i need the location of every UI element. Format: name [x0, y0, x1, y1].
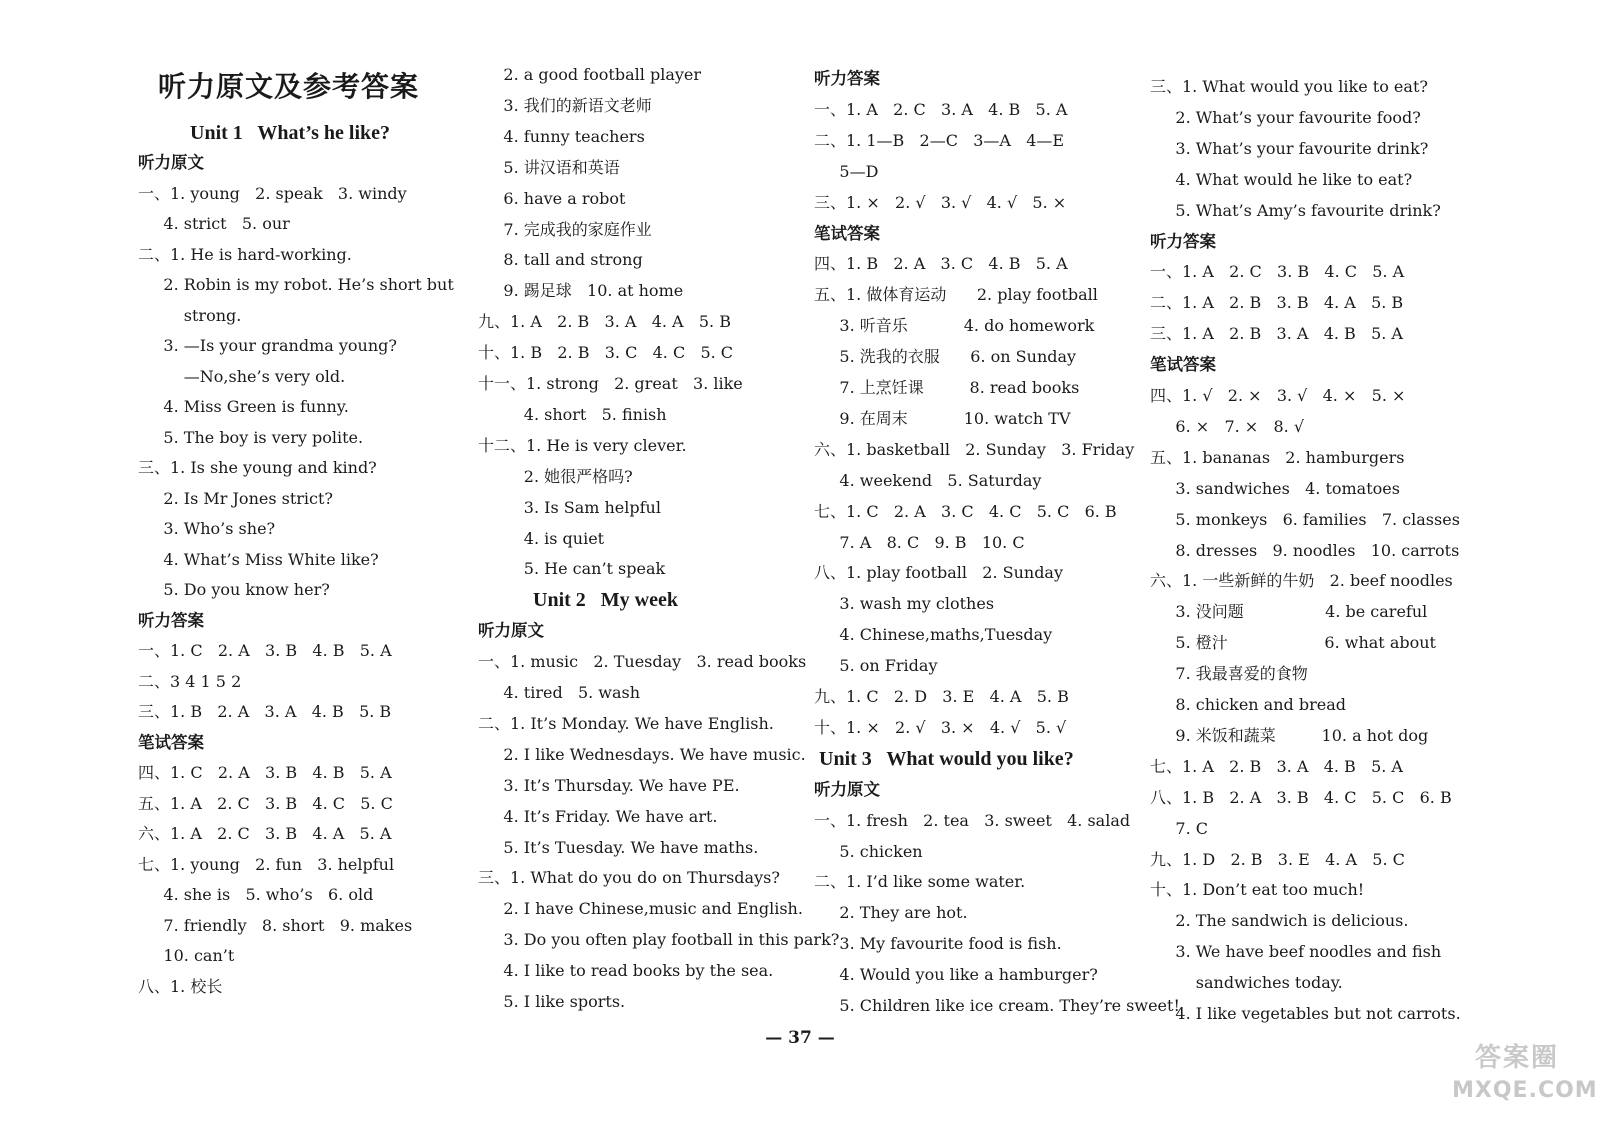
section-heading: 听力答案: [138, 610, 204, 630]
answer-line: 7. 我最喜爱的食物: [1150, 664, 1308, 684]
answer-line: 十、1. × 2. √ 3. × 4. √ 5. √: [814, 717, 1067, 737]
answer-line: 5. chicken: [814, 841, 923, 861]
section-heading: 笔试答案: [138, 732, 204, 752]
answer-line: 5. 洗我的衣服 6. on Sunday: [814, 347, 1077, 367]
answer-line: 十、1. B 2. B 3. C 4. C 5. C: [478, 343, 734, 363]
answer-line: 4. I like to read books by the sea.: [478, 961, 774, 981]
section-heading: 笔试答案: [814, 223, 880, 243]
answer-line: 六、1. A 2. C 3. B 4. A 5. A: [138, 824, 392, 843]
answer-line: 三、1. × 2. √ 3. √ 4. √ 5. ×: [814, 192, 1067, 212]
answer-line: 4. What’s Miss White like?: [138, 549, 379, 569]
answer-line: 7. C: [1150, 818, 1209, 838]
answer-line: 二、1. It’s Monday. We have English.: [478, 713, 774, 733]
answer-line: —No,she’s very old.: [138, 366, 346, 386]
answer-line: 4. It’s Friday. We have art.: [478, 806, 718, 826]
answer-line: 4. strict 5. our: [138, 214, 290, 233]
answer-line: 八、1. B 2. A 3. B 4. C 5. C 6. B: [1150, 787, 1452, 807]
answer-line: 二、1. He is hard-working.: [138, 244, 352, 264]
answer-line: 3. sandwiches 4. tomatoes: [1150, 478, 1400, 498]
answer-line: 九、1. C 2. D 3. E 4. A 5. B: [814, 687, 1069, 706]
answer-line: 4. tired 5. wash: [478, 683, 641, 702]
unit-title: Unit 2 My week: [478, 589, 678, 612]
section-heading: 听力答案: [1150, 231, 1216, 251]
answer-line: 5. The boy is very polite.: [138, 427, 364, 447]
answer-line: 2. I like Wednesdays. We have music.: [478, 744, 806, 764]
answer-line: 2. Is Mr Jones strict?: [138, 488, 334, 508]
answer-line: 3. What’s your favourite drink?: [1150, 138, 1429, 158]
answer-line: 五、1. 做体育运动 2. play football: [814, 285, 1098, 305]
answer-line: 十一、1. strong 2. great 3. like: [478, 374, 743, 393]
answer-line: 十、1. Don’t eat too much!: [1150, 880, 1365, 900]
answer-line: 四、1. B 2. A 3. C 4. B 5. A: [814, 254, 1068, 274]
answer-line: 七、1. C 2. A 3. C 4. C 5. C 6. B: [814, 501, 1117, 521]
answer-line: 5. What’s Amy’s favourite drink?: [1150, 200, 1441, 220]
answer-line: 三、1. What would you like to eat?: [1150, 77, 1428, 96]
answer-line: 5. He can’t speak: [478, 559, 666, 579]
answer-line: 2. I have Chinese,music and English.: [478, 899, 803, 919]
answer-line: 6. have a robot: [478, 188, 626, 208]
answer-line: 3. 我们的新语文老师: [478, 95, 652, 115]
answer-line: 四、1. C 2. A 3. B 4. B 5. A: [138, 763, 392, 782]
answer-line: 5—D: [814, 161, 879, 181]
answer-line: 5. Do you know her?: [138, 580, 330, 599]
answer-line: 九、1. A 2. B 3. A 4. A 5. B: [478, 312, 731, 332]
answer-line: 3. 没问题 4. be careful: [1150, 602, 1428, 622]
answer-line: 一、1. music 2. Tuesday 3. read books: [478, 652, 807, 672]
answer-line: 7. 完成我的家庭作业: [478, 219, 652, 239]
section-heading: 听力原文: [814, 779, 880, 799]
answer-line: 一、1. A 2. C 3. B 4. C 5. A: [1150, 262, 1405, 282]
answer-line: 4. she is 5. who’s 6. old: [138, 885, 374, 904]
answer-line: 四、1. √ 2. × 3. √ 4. × 5. ×: [1150, 386, 1406, 405]
section-heading: 听力答案: [814, 69, 880, 88]
answer-line: 三、1. Is she young and kind?: [138, 458, 377, 477]
answer-line: 5. 橙汁 6. what about: [1150, 633, 1436, 653]
answer-line: 六、1. basketball 2. Sunday 3. Friday: [814, 439, 1135, 459]
answer-line: 七、1. young 2. fun 3. helpful: [138, 854, 395, 874]
answer-line: 3. —Is your grandma young?: [138, 336, 397, 355]
answer-line: 6. × 7. × 8. √: [1150, 416, 1305, 436]
answer-line: 二、1. I’d like some water.: [814, 872, 1026, 892]
answer-line: 二、1. 1—B 2—C 3—A 4—E: [814, 130, 1065, 150]
answer-line: 一、1. C 2. A 3. B 4. B 5. A: [138, 641, 392, 660]
answer-line: 三、1. A 2. B 3. A 4. B 5. A: [1150, 324, 1403, 344]
answer-line: 3. wash my clothes: [814, 594, 995, 614]
answer-line: 4. funny teachers: [478, 126, 645, 146]
answer-line: 三、1. B 2. A 3. A 4. B 5. B: [138, 702, 392, 721]
answer-line: 9. 米饭和蔬菜 10. a hot dog: [1150, 725, 1429, 745]
section-heading: 听力原文: [478, 621, 544, 641]
answer-line: 2. What’s your favourite food?: [1150, 107, 1421, 127]
answer-line: 二、1. A 2. B 3. B 4. A 5. B: [1150, 293, 1404, 313]
answer-line: 二、3 4 1 5 2: [138, 671, 242, 691]
page-title: 听力原文及参考答案: [158, 70, 420, 103]
answer-line: 4. short 5. finish: [478, 404, 667, 424]
answer-line: 7. friendly 8. short 9. makes: [138, 915, 413, 935]
answer-line: 5. monkeys 6. families 7. classes: [1150, 509, 1460, 529]
answer-line: 4. Chinese,maths,Tuesday: [814, 625, 1053, 645]
answer-line: 六、1. 一些新鲜的牛奶 2. beef noodles: [1150, 571, 1453, 591]
answer-line: 5. It’s Tuesday. We have maths.: [478, 837, 759, 857]
watermark-logo: [1452, 1040, 1598, 1118]
answer-line: 3. We have beef noodles and fish: [1150, 942, 1442, 962]
page-number: — 37 —: [765, 1028, 835, 1048]
answer-line: strong.: [138, 305, 242, 325]
answer-line: 9. 在周末 10. watch TV: [814, 408, 1071, 428]
answer-line: 九、1. D 2. B 3. E 4. A 5. C: [1150, 849, 1405, 869]
answer-line: 7. 上烹饪课 8. read books: [814, 378, 1080, 397]
section-heading: 笔试答案: [1150, 355, 1216, 375]
answer-line: 3. It’s Thursday. We have PE.: [478, 775, 740, 795]
answer-line: 5. 讲汉语和英语: [478, 157, 620, 177]
answer-line: 5. Children like ice cream. They’re sweet!: [814, 996, 1180, 1015]
answer-line: sandwiches today.: [1150, 973, 1343, 993]
answer-line: 一、1. fresh 2. tea 3. sweet 4. salad: [814, 810, 1131, 830]
answer-line: 3. Is Sam helpful: [478, 497, 661, 517]
answer-line: 5. I like sports.: [478, 992, 626, 1011]
answer-line: 4. What would he like to eat?: [1150, 169, 1413, 189]
answer-line: 2. a good football player: [478, 65, 702, 84]
watermark-text-top: 答案圈: [1474, 1043, 1559, 1073]
answer-line: 10. can’t: [138, 946, 235, 965]
section-heading: 听力原文: [138, 153, 204, 172]
answer-line: 八、1. play football 2. Sunday: [814, 563, 1064, 583]
answer-line: 2. They are hot.: [814, 903, 968, 923]
answer-line: 五、1. bananas 2. hamburgers: [1150, 447, 1405, 467]
answer-line: 3. 听音乐 4. do homework: [814, 316, 1095, 336]
answer-line: 8. chicken and bread: [1150, 695, 1346, 714]
answer-line: 三、1. What do you do on Thursdays?: [478, 868, 780, 888]
answer-line: 4. Would you like a hamburger?: [814, 965, 1098, 985]
column-4: [1150, 0, 1480, 1060]
unit-title: Unit 3 What would you like?: [814, 747, 1074, 770]
answer-line: 8. tall and strong: [478, 250, 643, 270]
answer-line: 2. The sandwich is delicious.: [1150, 911, 1409, 931]
answer-line: 4. is quiet: [478, 528, 605, 548]
unit-title: Unit 1 What’s he like?: [190, 122, 391, 144]
answer-line: 7. A 8. C 9. B 10. C: [814, 532, 1025, 552]
answer-line: 五、1. A 2. C 3. B 4. C 5. C: [138, 793, 393, 813]
answer-line: 4. I like vegetables but not carrots.: [1150, 1004, 1461, 1023]
answer-line: 2. 她很严格吗?: [478, 466, 633, 486]
answer-line: 3. Who’s she?: [138, 519, 276, 538]
answer-line: 3. Do you often play football in this park?: [478, 930, 840, 950]
answer-line: 七、1. A 2. B 3. A 4. B 5. A: [1150, 756, 1403, 776]
answer-line: 十二、1. He is very clever.: [478, 435, 687, 455]
answer-line: 4. weekend 5. Saturday: [814, 470, 1042, 490]
answer-line: 2. Robin is my robot. He’s short but: [138, 275, 454, 294]
answer-line: 3. My favourite food is fish.: [814, 934, 1062, 954]
column-1: [138, 0, 468, 1060]
answer-line: 9. 踢足球 10. at home: [478, 281, 684, 301]
answer-line: 一、1. young 2. speak 3. windy: [138, 183, 407, 203]
answer-line: 4. Miss Green is funny.: [138, 397, 349, 416]
answer-line: 一、1. A 2. C 3. A 4. B 5. A: [814, 99, 1068, 119]
watermark-text-bottom: MXQE.COM: [1452, 1078, 1598, 1103]
answer-line: 八、1. 校长: [138, 976, 223, 996]
answer-line: 5. on Friday: [814, 656, 938, 676]
answer-line: 8. dresses 9. noodles 10. carrots: [1150, 540, 1460, 560]
